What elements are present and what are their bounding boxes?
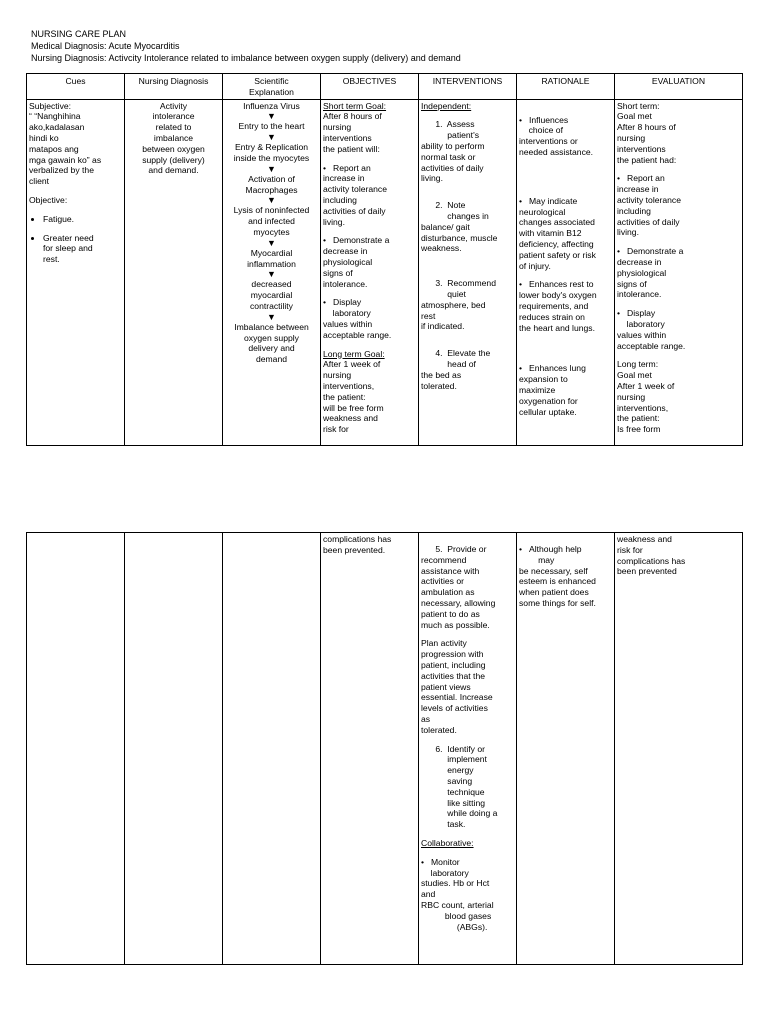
column-header-scientific-explanation: Scientific Explanation: [223, 74, 321, 100]
objectives-cell: [321, 99, 419, 445]
intervention-item: 1. Assess patient's ability to perform normal task or activities of daily living.: [421, 119, 485, 184]
cues-cell-continued: [27, 533, 125, 965]
evaluation-short-label: Short term:: [617, 100, 660, 111]
objective-label: Objective:: [29, 194, 68, 205]
arrow-down-icon: ▼: [267, 237, 276, 248]
list-item: • Influences choice of interventions or needed assistance.: [519, 114, 594, 157]
short-term-goal-intro: After 8 hours of nursing interventions the patient will:: [323, 111, 382, 154]
column-header-cues: Cues: [27, 74, 125, 100]
evaluation-short-status: Goal met: [617, 111, 652, 122]
objective-list: [29, 214, 122, 265]
pathway-step: Entry & Replication inside the myocytes: [233, 142, 310, 163]
independent-label: Independent:: [421, 100, 472, 111]
list-item: • Display laboratory values within acceptable range.: [617, 308, 686, 351]
short-term-goal-label: Short term Goal:: [323, 100, 387, 111]
subjective-label: Subjective:: [29, 100, 72, 111]
pathway-step: Entry to the heart: [238, 121, 305, 132]
list-item: • Report an increase in activity tolerance including activities of daily living.: [617, 173, 682, 238]
long-term-goal-text: After 1 week of nursing interventions, the patient: will be free form weakness and risk for: [323, 359, 384, 435]
list-item: • May indicate neurological changes associated with vitamin B12 deficiency, affecting patient safety or risk of injury.: [519, 195, 596, 271]
subjective-text: “ “Nanghihina ako,kadalasan hindi ko matapos ang mga gawain ko” as verbalized by the client: [29, 111, 102, 187]
evaluation-continued-text: weakness and risk for complications has been prevented: [617, 534, 686, 577]
collaborative-label: Collaborative:: [421, 837, 474, 848]
arrow-down-icon: ▼: [267, 132, 276, 143]
pathway-step: Activation of Macrophages: [245, 173, 298, 195]
nursing-diagnosis-cell-continued: [125, 533, 223, 965]
intervention-item: 4. Elevate the head of the bed as tolerated.: [421, 348, 491, 391]
evaluation-short-intro: After 8 hours of nursing interventions the patient had:: [617, 122, 677, 165]
arrow-down-icon: ▼: [267, 163, 276, 174]
arrow-down-icon: ▼: [267, 111, 276, 122]
care-plan-table-page2: [26, 532, 743, 965]
scientific-explanation-cell: [223, 99, 321, 445]
arrow-down-icon: ▼: [267, 269, 276, 280]
column-header-objectives: OBJECTIVES: [321, 74, 419, 100]
care-plan-table-page1: [26, 73, 743, 446]
list-item: • Report an increase in activity tolerance including activities of daily living.: [323, 162, 388, 227]
nursing-diagnosis-line: Nursing Diagnosis: Activcity Intolerance related to imbalance between oxygen supply (delivery) and demand: [31, 53, 461, 63]
list-item: • Greater need for sleep and rest.: [43, 233, 122, 265]
scientific-explanation-cell-continued: [223, 533, 321, 965]
medical-diagnosis-line: Medical Diagnosis: Acute Myocarditis: [31, 41, 180, 51]
column-header-interventions: INTERVENTIONS: [419, 74, 517, 100]
list-item: • Fatigue.: [43, 214, 122, 225]
intervention-item: 2. Note changes in balance/ gait disturbance, muscle weakness.: [421, 200, 498, 254]
column-header-nursing-diagnosis: Nursing Diagnosis: [125, 74, 223, 100]
column-header-rationale: RATIONALE: [517, 74, 615, 100]
intervention-item: 5. Provide or recommend assistance with activities or ambulation as necessary, allowing patient to do as much as possible.: [421, 544, 496, 630]
column-header-evaluation: EVALUATION: [615, 74, 743, 100]
list-item: • Although help may be necessary, self esteem is enhanced when patient does some things for self.: [519, 544, 596, 608]
rationale-cell: [517, 99, 615, 445]
list-item: • Demonstrate a decrease in physiological signs of intolerance.: [617, 246, 684, 300]
intervention-item: 6. Identify or implement energy saving technique like sitting while doing a task.: [435, 743, 498, 830]
cues-cell: [27, 99, 125, 445]
pathway-step: Imbalance between oxygen supply delivery and demand: [234, 321, 309, 365]
pathway-step: Lysis of noninfected and infected myocytes: [233, 205, 310, 237]
intervention-item: 3. Recommend quiet atmosphere, bed rest if indicated.: [421, 278, 496, 332]
rationale-cell-continued: [517, 533, 615, 965]
pathway-step: decreased myocardial contractility: [250, 279, 293, 311]
pathway-step: Myocardial inflammation: [247, 247, 296, 269]
list-item: • Demonstrate a decrease in physiological signs of intolerance.: [323, 235, 390, 289]
evaluation-long-status: Goal met: [617, 370, 652, 381]
pathway-step: Influenza Virus: [243, 100, 300, 111]
nursing-diagnosis-cell: [125, 99, 223, 445]
care-plan-title: NURSING CARE PLAN: [31, 29, 127, 39]
list-item: • Monitor laboratory studies. Hb or Hct and RBC count, arterial blood gases (ABGs).: [421, 856, 494, 932]
list-item: • Enhances lung expansion to maximize oxygenation for cellular uptake.: [519, 363, 586, 417]
evaluation-cell: [615, 99, 743, 445]
arrow-down-icon: ▼: [267, 311, 276, 322]
objectives-continued-text: complications has been prevented.: [323, 534, 392, 555]
evaluation-long-label: Long term:: [617, 359, 659, 370]
objectives-cell-continued: [321, 533, 419, 965]
nursing-diagnosis-text: Activity intolerance related to imbalance between oxygen supply (delivery) and demand.: [142, 100, 205, 176]
evaluation-cell-continued: [615, 533, 743, 965]
long-term-goal-label: Long term Goal:: [323, 348, 385, 359]
interventions-cell: [419, 99, 517, 445]
list-item: • Enhances rest to lower body's oxygen requirements, and reduces strain on the heart and lungs.: [519, 279, 597, 333]
intervention-plan: Plan activity progression with patient, including activities that the patient views essential. Increase levels of activities as tolerated.: [421, 638, 493, 735]
arrow-down-icon: ▼: [267, 195, 276, 206]
interventions-cell-continued: [419, 533, 517, 965]
evaluation-long-text: After 1 week of nursing interventions, the patient: Is free form: [617, 380, 675, 435]
list-item: • Display laboratory values within acceptable range.: [323, 297, 392, 340]
